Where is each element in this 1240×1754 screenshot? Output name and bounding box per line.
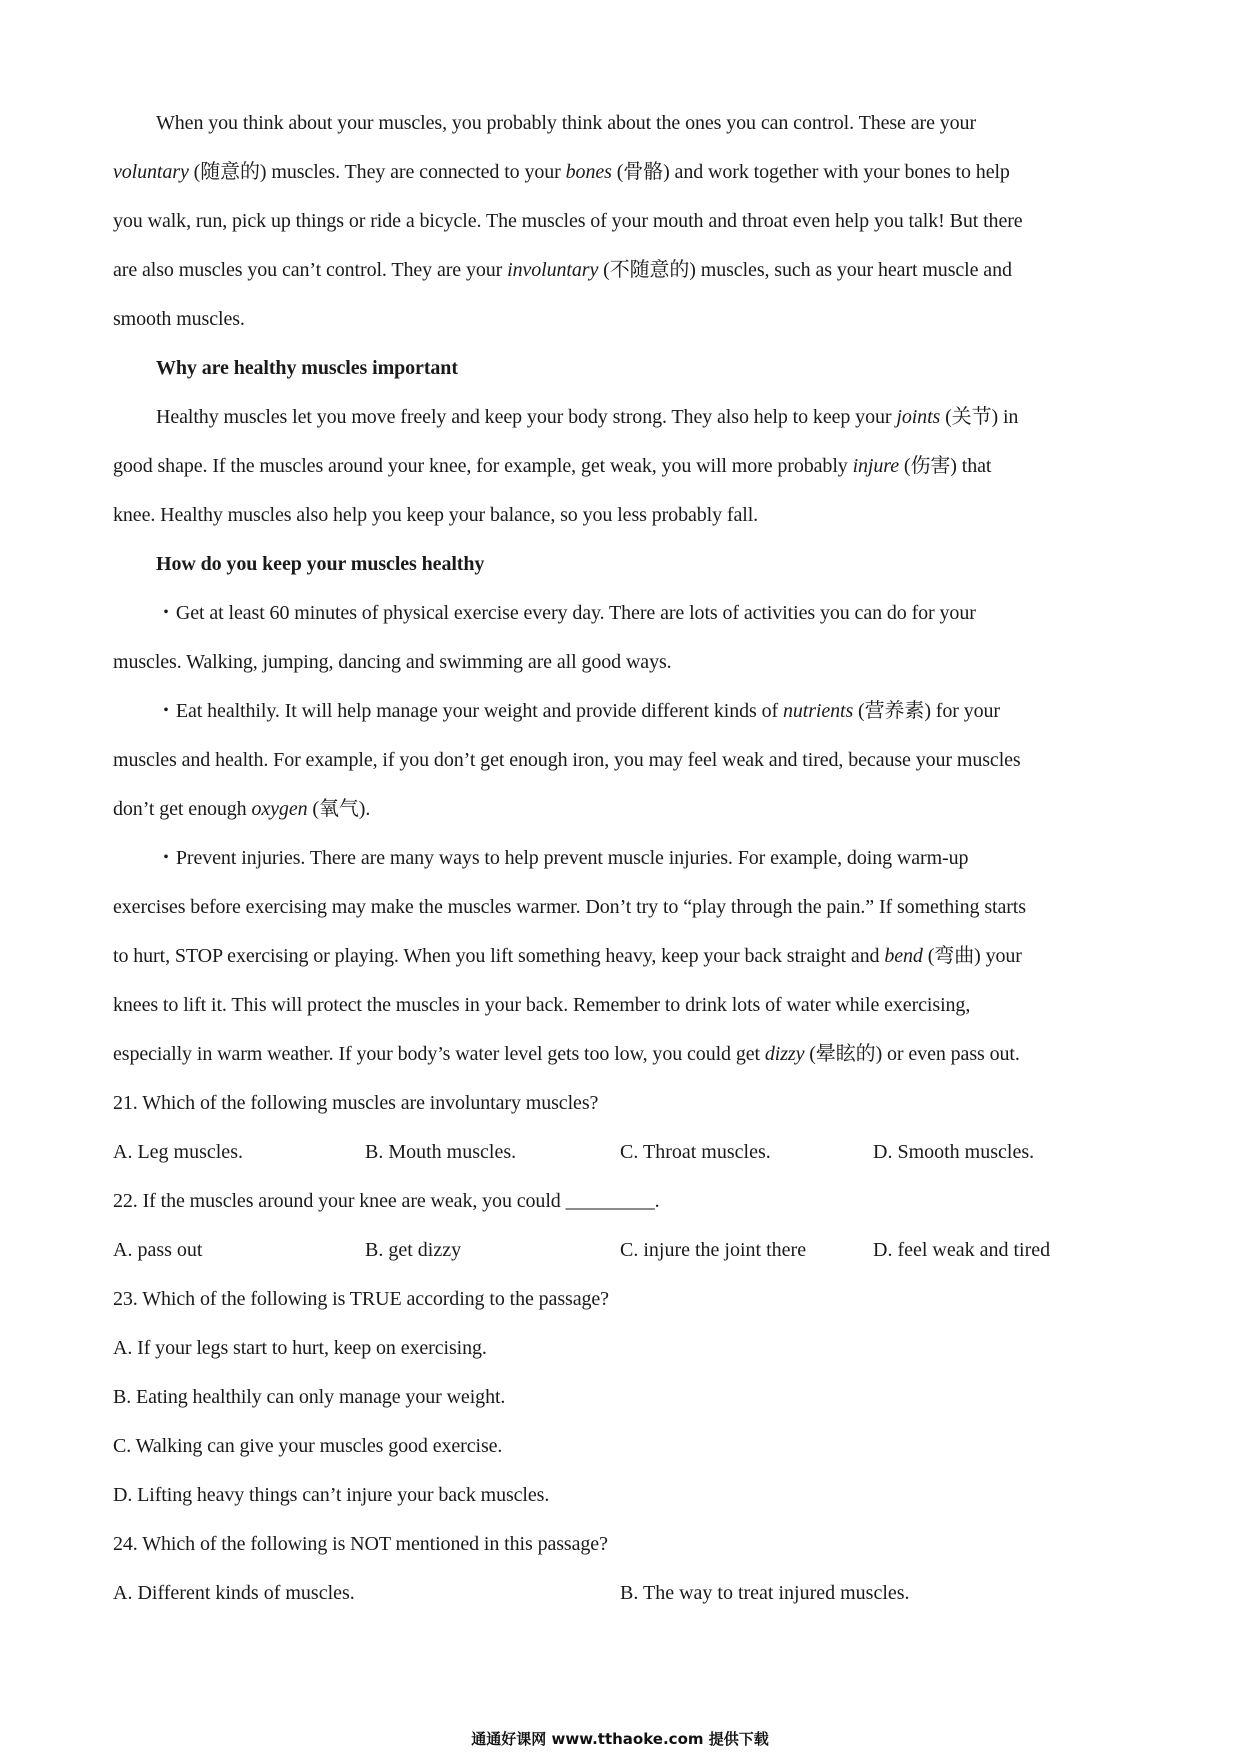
vocab-term: dizzy bbox=[764, 1043, 805, 1065]
text-run: (不随意的) muscles, such as your heart muscle and bbox=[598, 259, 1012, 281]
option-c: C. Walking can give your muscles good exercise. bbox=[113, 1435, 503, 1457]
question-23 bbox=[113, 1275, 1128, 1520]
text-line bbox=[113, 148, 1128, 197]
text-line bbox=[113, 295, 1128, 344]
text-run: don’t get enough bbox=[113, 798, 252, 820]
bullet-prevent-injuries bbox=[113, 834, 1128, 1079]
question-stem: 22. If the muscles around your knee are weak, you could _________. bbox=[113, 1190, 660, 1212]
text-run: knees to lift it. This will protect the muscles in your back. Remember to drink lots of water while exercising, bbox=[113, 994, 971, 1016]
vocab-term: bend bbox=[884, 945, 923, 967]
section-heading: Why are healthy muscles important bbox=[156, 357, 458, 379]
text-line bbox=[113, 932, 1128, 981]
question-stem: 23. Which of the following is TRUE according to the passage? bbox=[113, 1288, 609, 1310]
option-b: B. Eating healthily can only manage your weight. bbox=[113, 1386, 506, 1408]
question-stem: 21. Which of the following muscles are involuntary muscles? bbox=[113, 1092, 599, 1114]
text-line bbox=[113, 246, 1128, 295]
text-run: (随意的) muscles. They are connected to your bbox=[188, 161, 566, 183]
option-c: C. injure the joint there bbox=[620, 1239, 807, 1261]
question-22 bbox=[113, 1177, 1128, 1275]
bullet-exercise bbox=[113, 589, 1128, 687]
vocab-term: joints bbox=[896, 406, 941, 428]
paragraph-intro bbox=[113, 99, 1128, 344]
text-run: you walk, run, pick up things or ride a bicycle. The muscles of your mouth and throat even help you talk! But there bbox=[113, 210, 1023, 232]
text-run: exercises before exercising may make the muscles warmer. Don’t try to “play through the pain.” If something starts bbox=[113, 896, 1026, 918]
text-run: ・Prevent injuries. There are many ways to help prevent muscle injuries. For example, doing warm-up bbox=[156, 847, 969, 869]
text-line bbox=[113, 883, 1128, 932]
option-a: A. pass out bbox=[113, 1239, 203, 1261]
text-run: ・Eat healthily. It will help manage your weight and provide different kinds of bbox=[156, 700, 783, 722]
text-run: (伤害) that bbox=[899, 455, 992, 477]
text-run: (晕眩的) or even pass out. bbox=[804, 1043, 1020, 1065]
text-run: muscles and health. For example, if you don’t get enough iron, you may feel weak and tired, because your muscles bbox=[113, 749, 1021, 771]
text-line bbox=[113, 1030, 1128, 1079]
text-run: (弯曲) your bbox=[922, 945, 1022, 967]
text-line bbox=[113, 785, 1128, 834]
page-content bbox=[113, 99, 1128, 1618]
text-line bbox=[113, 638, 1128, 687]
bullet-eat-healthily bbox=[113, 687, 1128, 834]
option-a: A. If your legs start to hurt, keep on exercising. bbox=[113, 1337, 487, 1359]
vocab-term: voluntary bbox=[113, 161, 189, 183]
question-stem: 24. Which of the following is NOT mentioned in this passage? bbox=[113, 1533, 608, 1555]
option-d: D. Smooth muscles. bbox=[873, 1141, 1035, 1163]
option-a: A. Leg muscles. bbox=[113, 1141, 243, 1163]
text-run: to hurt, STOP exercising or playing. When you lift something heavy, keep your back straight and bbox=[113, 945, 885, 967]
text-line bbox=[113, 981, 1128, 1030]
vocab-term: involuntary bbox=[507, 259, 599, 281]
text-line bbox=[113, 736, 1128, 785]
option-b: B. get dizzy bbox=[365, 1239, 462, 1261]
text-run: muscles. Walking, jumping, dancing and swimming are all good ways. bbox=[113, 651, 672, 673]
text-line bbox=[113, 442, 1128, 491]
text-line bbox=[113, 197, 1128, 246]
option-c: C. Throat muscles. bbox=[620, 1141, 771, 1163]
text-run: Healthy muscles let you move freely and keep your body strong. They also help to keep your bbox=[156, 406, 897, 428]
text-run: smooth muscles. bbox=[113, 308, 245, 330]
text-line bbox=[113, 393, 1128, 442]
section-heading: How do you keep your muscles healthy bbox=[156, 553, 485, 575]
text-run: knee. Healthy muscles also help you keep your balance, so you less probably fall. bbox=[113, 504, 759, 526]
text-run: (关节) in bbox=[940, 406, 1019, 428]
text-run: especially in warm weather. If your body’s water level gets too low, you could get bbox=[113, 1043, 765, 1065]
text-line bbox=[113, 589, 1128, 638]
text-line bbox=[113, 99, 1128, 148]
vocab-term: oxygen bbox=[251, 798, 308, 820]
text-line bbox=[113, 687, 1128, 736]
text-run: (营养素) for your bbox=[853, 700, 1000, 722]
option-b: B. Mouth muscles. bbox=[365, 1141, 517, 1163]
option-b: B. The way to treat injured muscles. bbox=[620, 1582, 910, 1604]
text-run: good shape. If the muscles around your knee, for example, get weak, you will more probably bbox=[113, 455, 853, 477]
page-footer: 通通好课网 www.tthaoke.com 提供下载 bbox=[471, 1730, 769, 1748]
text-run: (骨骼) and work together with your bones to help bbox=[611, 161, 1010, 183]
text-run: are also muscles you can’t control. They are your bbox=[113, 259, 508, 281]
option-d: D. Lifting heavy things can’t injure your back muscles. bbox=[113, 1484, 550, 1506]
option-row bbox=[113, 1569, 1128, 1618]
text-run: (氧气). bbox=[307, 798, 371, 820]
paragraph-importance bbox=[113, 393, 1128, 540]
text-run: When you think about your muscles, you probably think about the ones you can control. These are your bbox=[156, 112, 977, 134]
option-row bbox=[113, 1128, 1128, 1177]
question-21 bbox=[113, 1079, 1128, 1177]
option-d: D. feel weak and tired bbox=[873, 1239, 1051, 1261]
question-24 bbox=[113, 1520, 1128, 1618]
option-a: A. Different kinds of muscles. bbox=[113, 1582, 355, 1604]
option-row bbox=[113, 1226, 1128, 1275]
vocab-term: nutrients bbox=[782, 700, 854, 722]
text-run: ・Get at least 60 minutes of physical exercise every day. There are lots of activities you can do for your bbox=[156, 602, 976, 624]
text-line bbox=[113, 491, 1128, 540]
text-line bbox=[113, 834, 1128, 883]
vocab-term: bones bbox=[565, 161, 612, 183]
vocab-term: injure bbox=[852, 455, 900, 477]
